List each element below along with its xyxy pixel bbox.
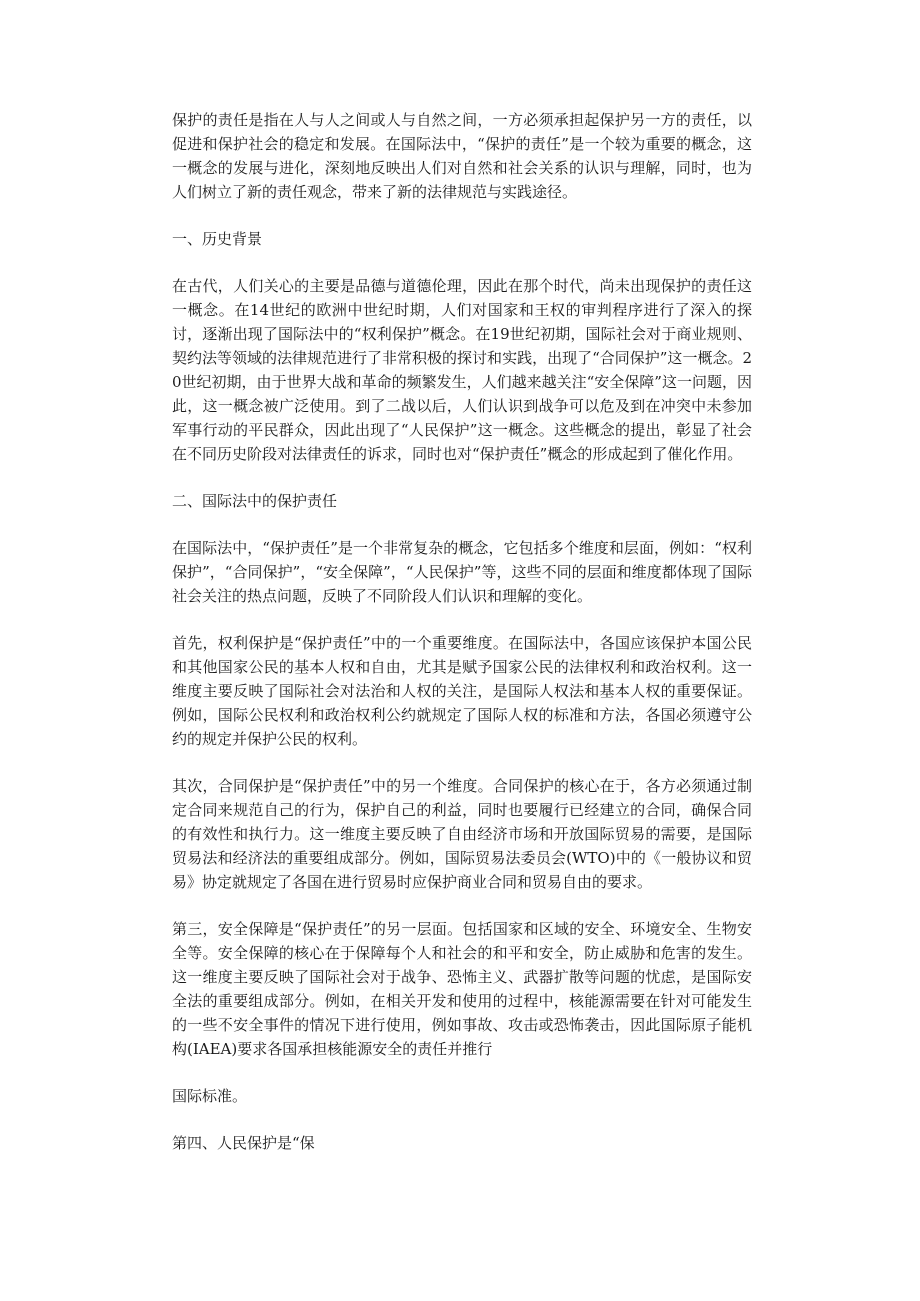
rights-protection-paragraph: 首先，权利保护是“保护责任”中的一个重要维度。在国际法中，各国应该保护本国公民和其他国家公民的基本人权和自由，尤其是赋予国家公民的法律权利和政治权利。这一维度主要反映了国际社会对法治和人权的关注，是国际人权法和基本人权的重要保证。例如，国际公民权利和政治权利公约就规定了国际人权的标准和方法，各国必须遵守公约的规定并保护公民的权利。 [172, 634, 752, 748]
international-law-intro-paragraph: 在国际法中，“保护责任”是一个非常复杂的概念，它包括多个维度和层面，例如：“权利保护”，“合同保护”，“安全保障”，“人民保护”等，这些不同的层面和维度都体现了国际社会关注的热点问题，反映了不同阶段人们认识和理解的变化。 [172, 539, 752, 605]
security-paragraph: 第三，安全保障是“保护责任”的另一层面。包括国家和区域的安全、环境安全、生物安全等。安全保障的核心在于保障每个人和社会的和平和安全，防止威胁和危害的发生。这一维度主要反映了国际社会对于战争、恐怖主义、武器扩散等问题的忧虑，是国际安全法的重要组成部分。例如，在相关开发和使用的过程中，核能源需要在针对可能发生的一些不安全事件的情况下进行使用，例如事故、攻击或恐怖袭击，因此国际原子能机构(IAEA)要求各国承担核能源安全的责任并推行 [172, 920, 752, 1058]
section-heading-history: 一、历史背景 [172, 230, 263, 248]
security-paragraph-continued: 国际标准。 [172, 1087, 248, 1105]
people-protection-paragraph: 第四、人民保护是“保 [172, 1134, 315, 1152]
section-heading-international-law: 二、国际法中的保护责任 [172, 492, 338, 510]
contract-protection-paragraph: 其次，合同保护是“保护责任”中的另一个维度。合同保护的核心在于，各方必须通过制定合同来规范自己的行为，保护自己的利益，同时也要履行已经建立的合同，确保合同的有效性和执行力。这一维度主要反映了自由经济市场和开放国际贸易的需要，是国际贸易法和经济法的重要组成部分。例如，国际贸易法委员会(WTO)中的《一般协议和贸易》协定就规定了各国在进行贸易时应保护商业合同和贸易自由的要求。 [172, 777, 752, 891]
document-body [172, 108, 752, 1178]
history-paragraph: 在古代，人们关心的主要是品德与道德伦理，因此在那个时代，尚未出现保护的责任这一概念。在14世纪的欧洲中世纪时期，人们对国家和王权的审判程序进行了深入的探讨，逐渐出现了国际法中的“权利保护”概念。在19世纪初期，国际社会对于商业规则、契约法等领域的法律规范进行了非常积极的探讨和实践，出现了“合同保护”这一概念。20世纪初期，由于世界大战和革命的频繁发生，人们越来越关注“安全保障”这一问题，因此，这一概念被广泛使用。到了二战以后，人们认识到战争可以危及到在冲突中未参加军事行动的平民群众，因此出现了“人民保护”这一概念。这些概念的提出，彰显了社会在不同历史阶段对法律责任的诉求，同时也对“保护责任”概念的形成起到了催化作用。 [172, 277, 752, 463]
intro-paragraph: 保护的责任是指在人与人之间或人与自然之间，一方必须承担起保护另一方的责任，以促进和保护社会的稳定和发展。在国际法中，“保护的责任”是一个较为重要的概念，这一概念的发展与进化，深刻地反映出人们对自然和社会关系的认识与理解，同时，也为人们树立了新的责任观念，带来了新的法律规范与实践途径。 [172, 111, 752, 201]
